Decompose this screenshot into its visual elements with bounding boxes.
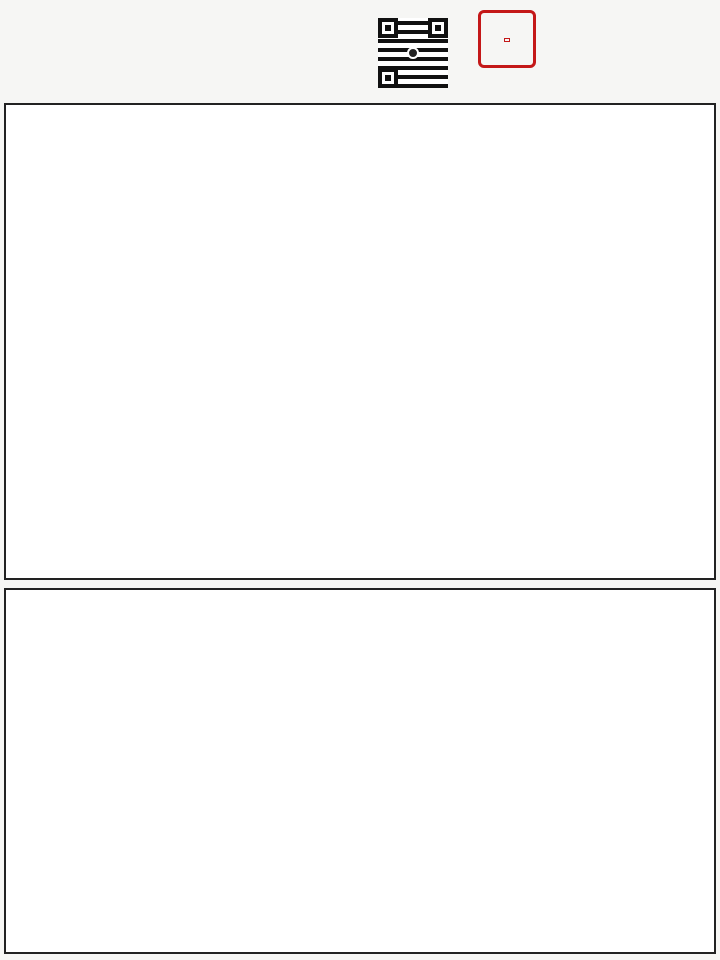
- qr-code-icon: [378, 18, 448, 88]
- chart-panel: [4, 103, 716, 580]
- years-grid: [6, 590, 714, 952]
- years-panel: [4, 588, 716, 954]
- logo-seal: [478, 10, 536, 68]
- seal-small-text: [504, 38, 510, 42]
- pillars-grid: [6, 105, 714, 578]
